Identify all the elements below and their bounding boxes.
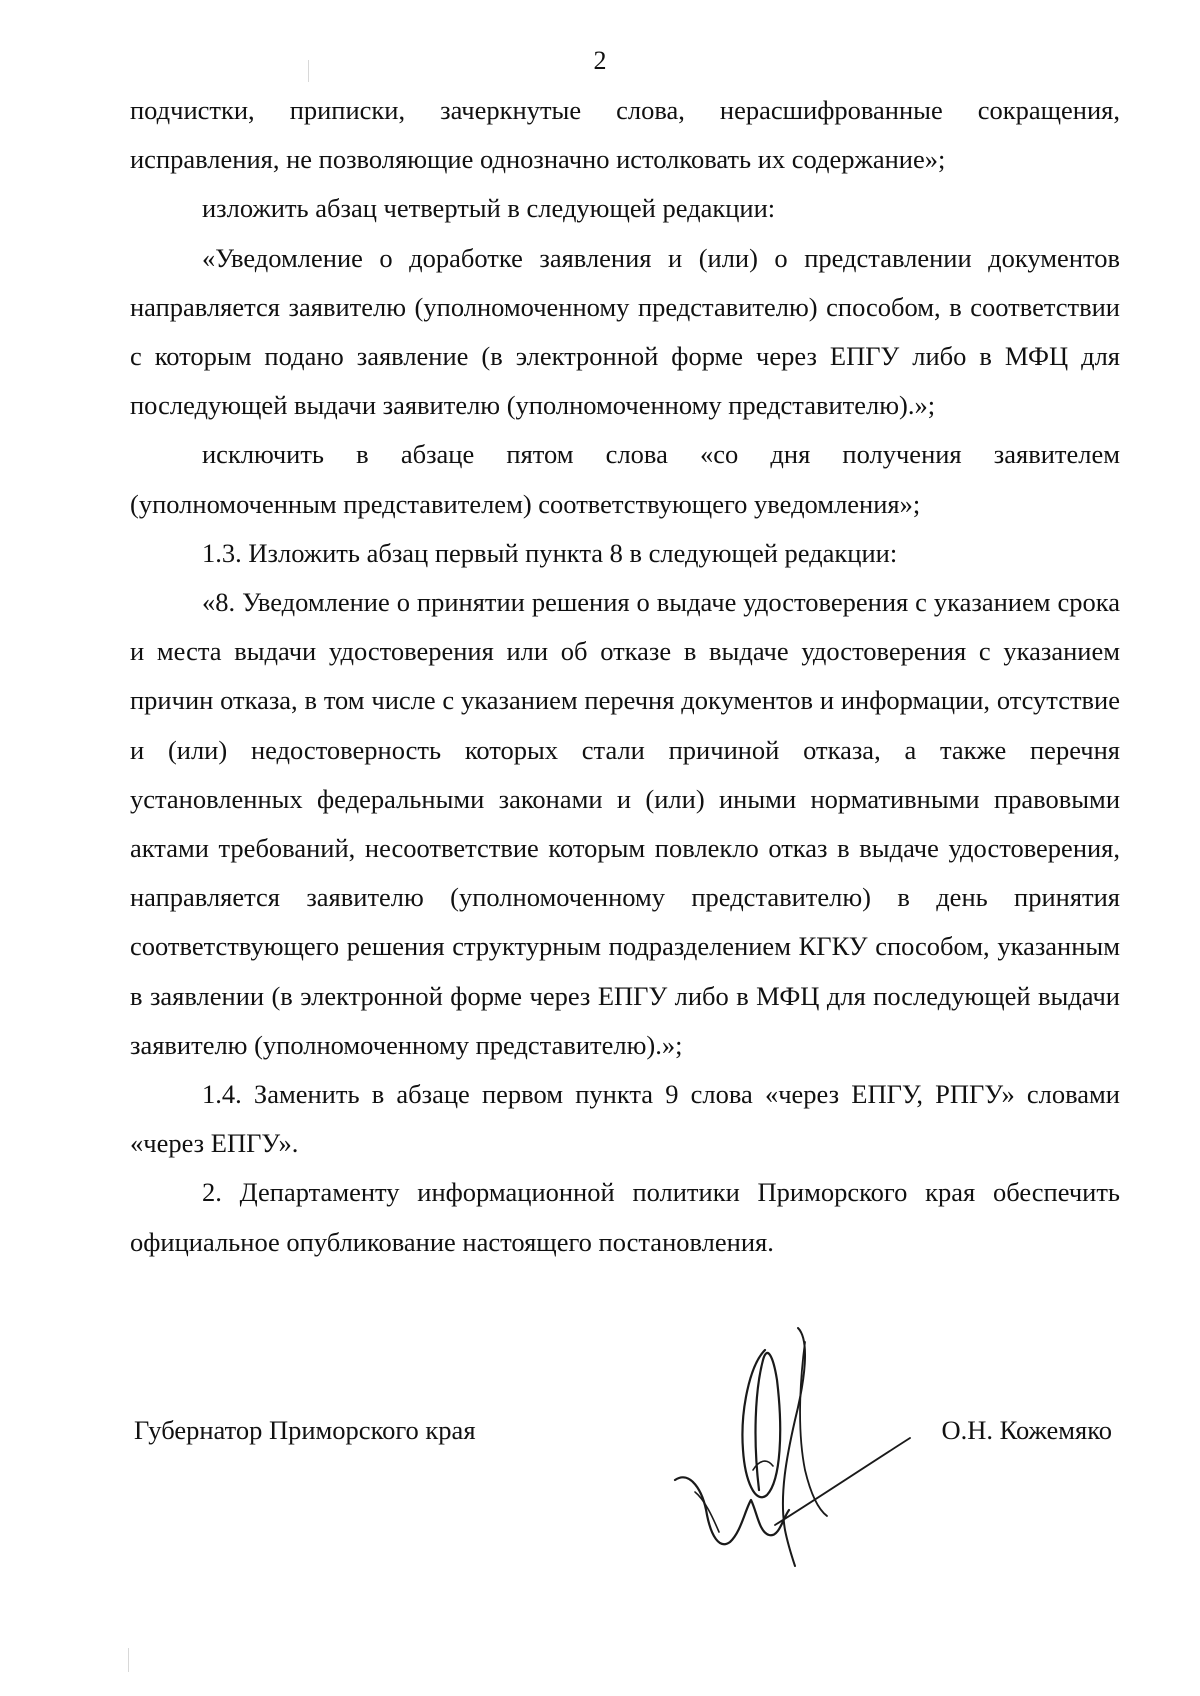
paragraph: 1.4. Заменить в абзаце первом пункта 9 слова «через ЕПГУ, РПГУ» словами «через ЕПГУ».	[130, 1079, 1120, 1159]
handwritten-signature	[655, 1320, 915, 1570]
scan-artifact	[128, 1648, 129, 1672]
signatory-position: Губернатор Приморского края	[134, 1415, 476, 1445]
paragraph: 1.3. Изложить абзац первый пункта 8 в следующей редакции:	[202, 537, 898, 568]
signature-block	[130, 1380, 1120, 1580]
signatory-name: О.Н. Кожемяко	[941, 1415, 1112, 1445]
paragraph: исключить в абзаце пятом слова «со дня получения заявителем (уполномоченным представителем) соответствующего уведомления»;	[130, 439, 1120, 519]
paragraph: изложить абзац четвертый в следующей редакции:	[202, 193, 776, 224]
document-body	[130, 86, 1120, 1267]
page-number: 2	[593, 46, 607, 75]
paragraph: подчистки, приписки, зачеркнутые слова, нерасшифрованные сокращения, исправления, не позволяющие однозначно истолковать их содержание»;	[130, 95, 1120, 175]
paragraph: «Уведомление о доработке заявления и (или) о представлении документов направляется заявителю (уполномоченному представителю) способом, в соответствии с которым подано заявление (в электронной форме через ЕПГУ либо в МФЦ для последующей выдачи заявителю (уполномоченному представителю).»;	[130, 242, 1120, 421]
paragraph: 2. Департаменту информационной политики Приморского края обеспечить официальное опубликование настоящего постановления.	[130, 1177, 1120, 1257]
paragraph: «8. Уведомление о принятии решения о выдаче удостоверения с указанием срока и места выдачи удостоверения или об отказе в выдаче удостоверения с указанием причин отказа, в том числе с указанием перечня документов и информации, отсутствие и (или) недостоверность которых стали причиной отказа, а также перечня установленных федеральными законами и (или) иными нормативными правовыми актами требований, несоответствие которым повлекло отказ в выдаче удостоверения, направляется заявителю (уполномоченному представителю) в день принятия соответствующего решения структурным подразделением КГКУ способом, указанным в заявлении (в электронной форме через ЕПГУ либо в МФЦ для последующей выдачи заявителю (уполномоченному представителю).»;	[130, 587, 1120, 1060]
